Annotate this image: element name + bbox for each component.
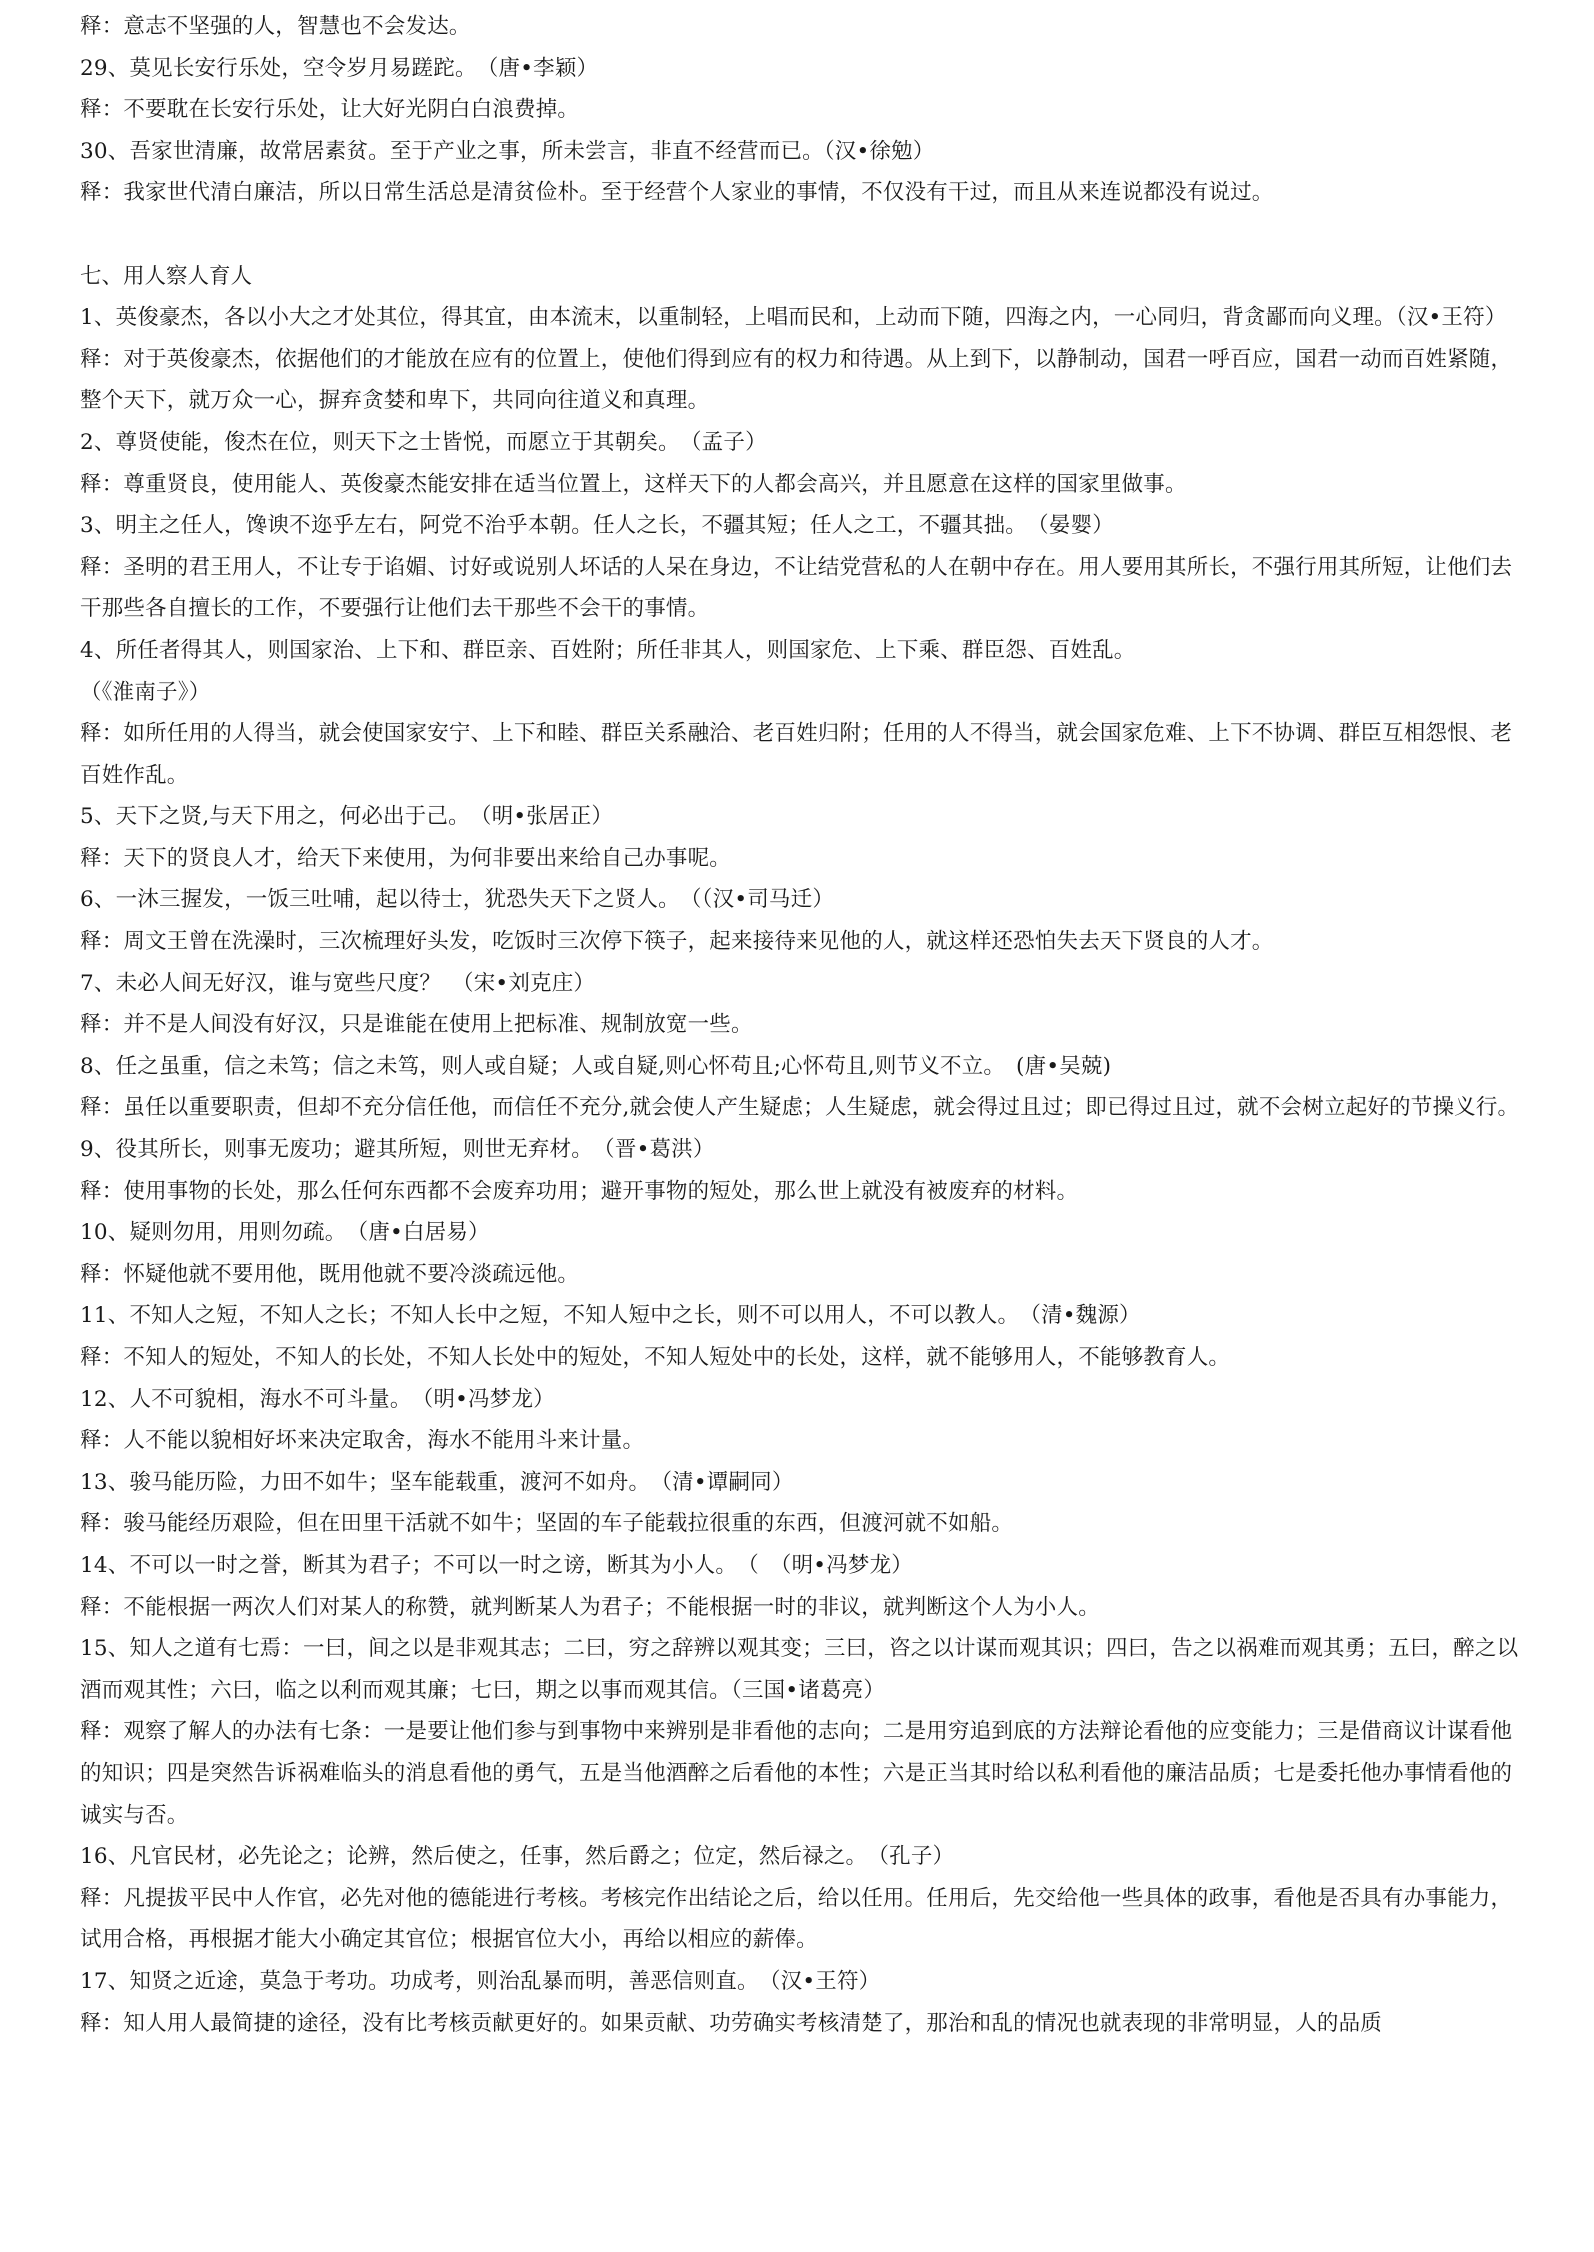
text-line: 释：圣明的君王用人，不让专于谄媚、讨好或说别人坏话的人呆在身边，不让结党营私的人在朝中存在。用人要用其所长，不强行用其所短，让他们去干那些各自擅长的工作，不要强行让他们去干那些不会干的事情。 bbox=[80, 554, 1513, 622]
text-line: 29、莫见长安行乐处，空令岁月易蹉跎。 （唐•李颖） bbox=[80, 55, 599, 81]
text-line: 释：不要耽在长安行乐处，让大好光阴白白浪费掉。 bbox=[80, 97, 580, 123]
text-line: 16、凡官民材，必先论之；论辨，然后使之，任事，然后爵之；位定，然后禄之。 （孔子） bbox=[80, 1844, 955, 1870]
text-line: 9、役其所长，则事无废功；避其所短，则世无弃材。 （晋•葛洪） bbox=[80, 1137, 715, 1163]
text-line: 5、天下之贤,与天下用之，何必出于己。 （明•张居正） bbox=[80, 804, 614, 830]
text-line: 10、疑则勿用，用则勿疏。 （唐•白居易） bbox=[80, 1220, 490, 1246]
text-line: 释：不知人的短处，不知人的长处，不知人长处中的短处，不知人短处中的长处，这样，就不能够用人，不能够教育人。 bbox=[80, 1345, 1231, 1370]
text-line: 释：天下的贤良人才，给天下来使用，为何非要出来给自己办事呢。 bbox=[80, 845, 732, 871]
body-lines bbox=[80, 297, 1524, 2044]
text-line: 释：观察了解人的办法有七条：一是要让他们参与到事物中来辨别是非看他的志向；二是用穷追到底的方法辩论看他的应变能力；三是借商议计谋看他的知识；四是突然告诉祸难临头的消息看他的勇气，五是当他酒醉之后看他的本性；六是正当其时给以私利看他的廉洁品质；七是委托他办事情看他的诚实与否。 bbox=[80, 1719, 1513, 1828]
text-line: 3、明主之任人，馋谀不迩乎左右，阿党不治乎本朝。任人之长，不疆其短；任人之工，不疆其拙。 （晏婴） bbox=[80, 513, 1114, 539]
text-line: 11、不知人之短，不知人之长；不知人长中之短，不知人短中之长，则不可以用人，不可以教人。 （清•魏源） bbox=[80, 1303, 1141, 1329]
text-line: 14、不可以一时之誉，断其为君子；不可以一时之谤，断其为小人。 （ （明•冯梦龙） bbox=[80, 1552, 913, 1578]
text-line: 释：知人用人最简捷的途径，没有比考核贡献更好的。如果贡献、功劳确实考核清楚了，那治和乱的情况也就表现的非常明显，人的品质 bbox=[80, 2010, 1383, 2036]
text-line: 释：尊重贤良，使用能人、英俊豪杰能安排在适当位置上，这样天下的人都会高兴，并且愿意在这样的国家里做事。 bbox=[80, 471, 1187, 497]
text-line: 4、所任者得其人，则国家治、上下和、群臣亲、百姓附；所任非其人，则国家危、上下乘、群臣怨、百姓乱。 bbox=[80, 637, 1136, 663]
text-line: 释：我家世代清白廉洁，所以日常生活总是清贫俭朴。至于经营个人家业的事情，不仅没有干过，而且从来连说都没有说过。 bbox=[80, 180, 1274, 206]
text-line: 8、任之虽重，信之未笃；信之未笃，则人或自疑；人或自疑,则心怀苟且;心怀苟且,则节义不立。 (唐•吴兢) bbox=[80, 1053, 1112, 1079]
top-lines bbox=[80, 6, 1524, 214]
text-line: 释：并不是人间没有好汉，只是谁能在使用上把标准、规制放宽一些。 bbox=[80, 1012, 753, 1038]
text-line: 释：凡提拔平民中人作官，必先对他的德能进行考核。考核完作出结论之后，给以任用。任用后，先交给他一些具体的政事，看他是否具有办事能力，试用合格，再根据才能大小确定其官位；根据官位大小，再给以相应的薪俸。 bbox=[80, 1885, 1513, 1953]
text-line: 释：虽任以重要职责，但却不充分信任他，而信任不充分,就会使人产生疑虑；人生疑虑，就会得过且过；即已得过且过，就不会树立起好的节操义行。 bbox=[80, 1095, 1520, 1121]
text-line: 2、尊贤使能，俊杰在位，则天下之士皆悦，而愿立于其朝矣。 （孟子） bbox=[80, 429, 767, 455]
text-line: 释：使用事物的长处，那么任何东西都不会废弃功用；避开事物的短处，那么世上就没有被废弃的材料。 bbox=[80, 1178, 1079, 1204]
text-line: 1、英俊豪杰，各以小大之才处其位，得其宜，由本流末，以重制轻，上唱而民和，上动而下随，四海之内，一心同归，背贪鄙而向义理。（汉•王符） bbox=[80, 305, 1507, 331]
text-line: 释：怀疑他就不要用他，既用他就不要冷淡疏远他。 bbox=[80, 1261, 580, 1287]
text-line: 7、未必人间无好汉，谁与宽些尺度？ （宋•刘克庄） bbox=[80, 970, 596, 996]
text-line: 释：如所任用的人得当，就会使国家安宁、上下和睦、群臣关系融洽、老百姓归附；任用的人不得当，就会国家危难、上下不协调、群臣互相怨恨、老百姓作乱。 bbox=[80, 721, 1513, 788]
text-line: 12、人不可貌相，海水不可斗量。 （明•冯梦龙） bbox=[80, 1386, 555, 1412]
text-line: 17、知贤之近途，莫急于考功。功成考，则治乱暴而明，善恶信则直。 （汉•王符） bbox=[80, 1968, 881, 1994]
text-line: 释：骏马能经历艰险，但在田里干活就不如牛；坚固的车子能载拉很重的东西，但渡河就不如船。 bbox=[80, 1511, 1014, 1537]
faint-watermark-line bbox=[80, 214, 1524, 256]
text-line: 释：意志不坚强的人，智慧也不会发达。 bbox=[80, 14, 471, 39]
text-line: 30、吾家世清廉，故常居素贫。至于产业之事，所未尝言，非直不经营而已。（汉•徐勉） bbox=[80, 138, 935, 164]
text-line: 13、骏马能历险，力田不如牛；坚车能载重，渡河不如舟。 （清•谭嗣同） bbox=[80, 1469, 794, 1495]
section-title: 七、用人察人育人 bbox=[80, 263, 253, 289]
text-line: 15、知人之道有七焉：一曰，间之以是非观其志；二曰，穷之辞辨以观其变；三曰，咨之以计谋而观其识；四曰，告之以祸难而观其勇；五曰，醉之以酒而观其性；六曰，临之以利而观其廉；七曰，期之以事而观其信。（三国•诸葛亮） bbox=[80, 1636, 1519, 1703]
text-line: （《淮南子》） bbox=[80, 679, 211, 705]
text-line: 6、一沐三握发，一饭三吐哺，起以待士，犹恐失天下之贤人。 （（汉•司马迁） bbox=[80, 887, 835, 913]
text-line: 释：周文王曾在洗澡时，三次梳理好头发，吃饭时三次停下筷子，起来接待来见他的人，就这样还恐怕失去天下贤良的人才。 bbox=[80, 929, 1274, 955]
text-line: 释：对于英俊豪杰，依据他们的才能放在应有的位置上，使他们得到应有的权力和待遇。从上到下，以静制动，国君一呼百应，国君一动而百姓紧随，整个天下，就万众一心，摒弃贪婪和卑下，共同向往道义和真理。 bbox=[80, 346, 1513, 414]
text-line: 释：不能根据一两次人们对某人的称赞，就判断某人为君子；不能根据一时的非议，就判断这个人为小人。 bbox=[80, 1594, 1100, 1620]
text-line: 释：人不能以貌相好坏来决定取舍，海水不能用斗来计量。 bbox=[80, 1428, 645, 1454]
